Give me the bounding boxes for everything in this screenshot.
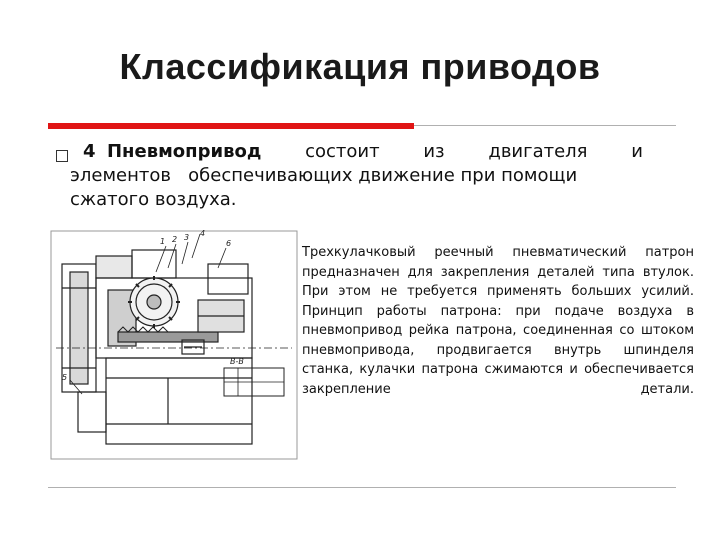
bullet-line-2: элементов обеспечивающих движение при помощи <box>70 165 578 186</box>
chuck-technical-drawing <box>48 228 300 462</box>
drawing-label: 3 <box>184 233 190 242</box>
bullet-line-3: сжатого воздуха. <box>70 189 237 210</box>
bullet-number: 4 <box>83 141 96 162</box>
bullet-lead <box>83 140 261 164</box>
drawing-label: 1 <box>160 237 166 246</box>
bullet-word: и <box>631 141 643 162</box>
title-divider-accent <box>48 123 414 129</box>
drawing-label: 6 <box>226 239 232 248</box>
bullet-word: двигателя <box>488 141 588 162</box>
bullet-square-icon <box>56 150 68 162</box>
drawing-label: В-В <box>230 357 244 366</box>
bullet-word: состоит <box>305 141 380 162</box>
drawing-label: 2 <box>172 235 178 244</box>
bullet-line-1 <box>83 140 643 164</box>
bullet-term: Пневмопривод <box>106 141 262 162</box>
bullet-paragraph <box>70 140 663 212</box>
slide-title: Классификация приводов <box>119 46 601 87</box>
drawing-label: 5 <box>62 373 68 382</box>
bullet-word: из <box>423 141 445 162</box>
figure-caption: Трехкулачковый реечный пневматический патрон предназначен для закрепления деталей типа втулок. При этом не требуется применять больших усилий. Принцип работы патрона: при подаче воздуха в пневмопривод рейка патрона, соединенная со штоком пневмопривода, продвигается внутрь шпинделя станка, кулачки патрона сжимаются и обеспечивается закрепление детали. <box>302 245 694 397</box>
bottom-divider <box>48 487 676 488</box>
drawing-label: 4 <box>200 229 206 238</box>
